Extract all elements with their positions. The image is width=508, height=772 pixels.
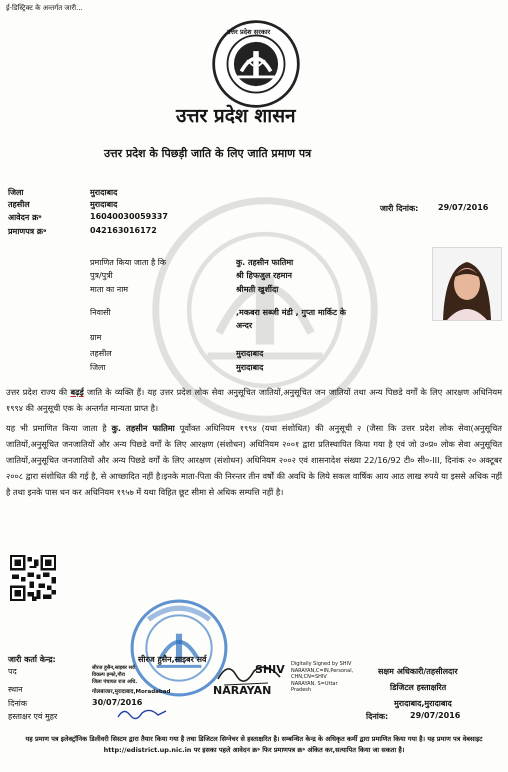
issue-date-value: 29/07/2016 — [438, 203, 489, 212]
digital-sign-name-top: SHIV — [255, 663, 285, 676]
detail-tehsil-value: मुरादाबाद — [236, 349, 264, 358]
tehsil-label: तहसील — [8, 200, 30, 209]
caste-name: बढ़ई — [70, 387, 84, 397]
district-value: मुरादाबाद — [90, 188, 118, 197]
footer-note: यह प्रमाण पत्र इलेक्ट्रॉनिक डिलीवरी सिस्टम द्वारा तैयार किया गया है तथा डिजिटल सिग्नेचर से हस्ताक्षरित है। सम्बन्धित केन्द्र के अधिकृत कर्मी द्वारा प्रमाणित किया गया है। यह प्रमाण पत्र वेबसाइट http://edistrict.up.nic.in पर इसका पहले आवेदन क्र॰ फिर प्रमाणपत्र क्र॰ अंकित कर,सत्यापित किया जा सकता है। — [25, 735, 483, 754]
post-label: पद — [8, 667, 17, 676]
emblem-text: उत्तर प्रदेश सरकार — [227, 28, 271, 36]
page-title: उत्तर प्रदेश शासन — [176, 105, 296, 127]
digital-sign-name-bottom: NARAYAN — [213, 684, 272, 697]
residence-line-1: ,मकबरा सब्जी मंडी , गुप्ता मार्किट के — [236, 308, 346, 317]
father-name: श्री हिफजुल रहमान — [236, 271, 292, 280]
application-label: आवेदन क्र॰ — [8, 213, 42, 222]
detail-district-value: मुरादाबाद — [236, 363, 264, 372]
certificate-number: 042163016172 — [90, 226, 157, 235]
digital-sign-details: Digitally Signed by SHIV NARAYAN,C=IN,Personal, CHN,CN=SHIV NARAYAN, S=Uttar Pradesh — [291, 661, 354, 693]
digital-signature — [213, 661, 377, 701]
mother-name: श्रीमती खुर्शीदा — [236, 285, 279, 294]
detail-district-label: जिला — [90, 363, 106, 372]
stamp-line-4: गोलबाजार,मुरादाबाद,Moradabad — [92, 689, 171, 695]
authority-digitally-signed: डिजिटल हस्ताक्षरित — [390, 683, 447, 692]
authority-location: मुरादाबाद,मुरादाबाद — [394, 699, 452, 708]
authority-date-value: 29/07/2016 — [410, 711, 461, 720]
district-label: जिला — [8, 188, 24, 197]
issuing-centre-value: सीरज हुसैन,साइबर सर्व — [138, 655, 207, 664]
village-label: ग्राम — [90, 333, 102, 342]
qr-code — [10, 555, 56, 601]
caste-paragraph: उत्तर प्रदेश राज्य की बढ़ई जाति के व्यक्ति हैं। यह उत्तर प्रदेश लोक सेवा अनुसूचित जातियों,अनुसूचित जन जातियों तथा अन्य पिछडे वर्गों के लिए आरक्षण अधिनियम १९९४ की अनुसूची एक के अन्तर्गत मान्यता प्राप्त है। — [6, 387, 502, 413]
stamp-line-1: सीरज हुसैन,साइबर सर्व — [92, 665, 135, 671]
issuing-centre-label: जारी कर्ता केन्द्र: — [8, 655, 56, 664]
stamp-line-2: विकल्प इन्फो,गौरा — [92, 672, 125, 678]
applicant-name: कु. तहसीन फातिमा — [236, 258, 294, 267]
blue-signature — [116, 705, 168, 721]
certificate-subtitle: उत्तर प्रदेश के पिछड़ी जाति के लिए जाति प्रमाण पत्र — [104, 147, 312, 160]
certification-paragraph: यह भी प्रमाणित किया जाता है कु. तहसीन फातिमा पूर्वोक्त अधिनियम १९९४ (यथा संशोधित) की अनुसूची २ (जैसा कि उत्तर प्रदेश लोक सेवा(अनुसूचित जातियों,अनुसूचित जनजातियों और अन्य पिछडे वर्गों के लिए आरक्षण (संशोधन) अधिनियम २००१ द्वारा प्रतिस्थापित किया गया है एवं जो उ०प्र० लोक सेवा अनुसूचित जातियों,अनुसूचित जनजातियों और अन्य पिछडे वर्गों के लिए आरक्षण (संशोधन) अधिनियम २००२ एवं शासनादेश संख्या 22/16/92 टी० सी०-III, दिनांक २० अक्टूबर २००८ द्वारा संशोधित की गई है, से आच्छादित नहीं है।इनके माता-पिता की निरन्तर तीन वर्षों की अवधि के लिये सकल वार्षिक आय आठ लाख रुपये या इससे अधिक नहीं है तथा इनके पास धन कर अधिनियम १९५७ में यथा विहित छूट सीमा से अधिक सम्पत्ति नहीं है। — [6, 423, 502, 497]
detail-tehsil-label: तहसील — [90, 349, 112, 358]
top-note: ई-डिस्ट्रिक्ट के अन्तर्गत जारी... — [6, 4, 83, 12]
stamp-line-3: जिला पंचायत राज अधि. — [92, 679, 138, 685]
certificate-label: प्रमाणपत्र क्र॰ — [8, 227, 47, 236]
issue-date-label: जारी दिनांक: — [380, 204, 419, 213]
body-applicant-name: कु. तहसीन फातिमा — [111, 423, 175, 433]
signatory-date: 30/07/2016 — [92, 698, 143, 707]
residence-line-2: अन्दर — [236, 321, 253, 330]
applicant-photo — [432, 247, 502, 321]
child-of-label: पुत्र/पुत्री — [90, 271, 113, 280]
certify-label: प्रमाणित किया जाता है कि — [90, 258, 167, 267]
application-number: 16040030059337 — [90, 212, 168, 221]
authority-title: सक्षम अधिकारी/तहसीलदार — [378, 667, 458, 676]
mother-label: माता का नाम — [90, 285, 129, 294]
residence-label: निवासी — [90, 308, 111, 317]
date-label: दिनांक — [8, 699, 27, 708]
tehsil-value: मुरादाबाद — [90, 200, 118, 209]
authority-date-label: दिनांक: — [366, 712, 389, 721]
place-label: स्थान — [8, 685, 23, 694]
signature-seal-label: हस्ताक्षर एवं मुहर — [8, 712, 58, 721]
